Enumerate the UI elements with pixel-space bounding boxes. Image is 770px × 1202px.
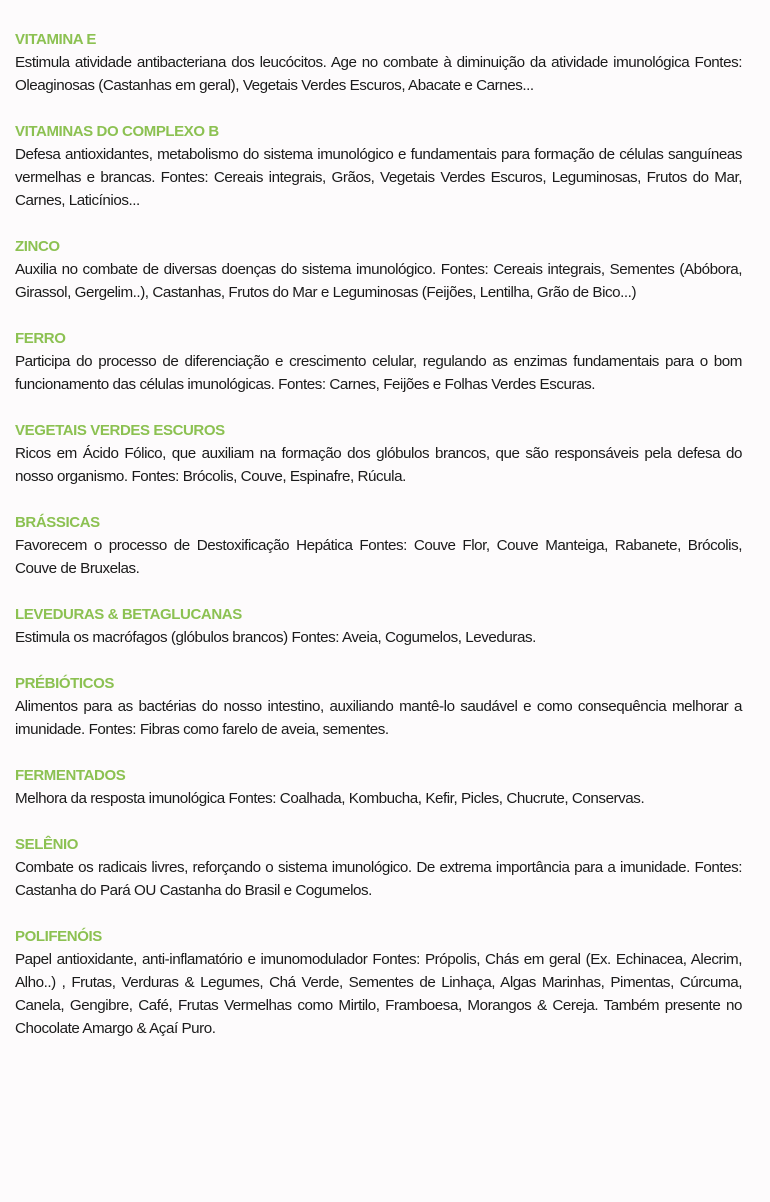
section-text: Favorecem o processo de Destoxificação Hepática Fontes: Couve Flor, Couve Manteiga, Rabanete, Brócolis, Couve de Bruxelas. — [15, 537, 742, 577]
section-title: VEGETAIS VERDES ESCUROS — [15, 422, 225, 439]
section-title: BRÁSSICAS — [15, 514, 100, 531]
nutrient-list — [15, 28, 742, 1063]
section-text: Alimentos para as bactérias do nosso intestino, auxiliando mantê-lo saudável e como consequência melhorar a imunidade. Fontes: Fibras como farelo de aveia, sementes. — [15, 698, 742, 738]
section-vitamina-e — [15, 28, 742, 97]
section-title: VITAMINA E — [15, 31, 96, 48]
section-text: Estimula atividade antibacteriana dos leucócitos. Age no combate à diminuição da atividade imunológica Fontes: Oleaginosas (Castanhas em geral), Vegetais Verdes Escuros, Abacate e Carnes... — [15, 54, 742, 94]
section-text: Estimula os macrófagos (glóbulos brancos) Fontes: Aveia, Cogumelos, Leveduras. — [15, 629, 536, 646]
section-leveduras-betaglucanas — [15, 603, 742, 649]
section-title: POLIFENÓIS — [15, 928, 102, 945]
section-text: Combate os radicais livres, reforçando o sistema imunológico. De extrema importância para a imunidade. Fontes: Castanha do Pará OU Castanha do Brasil e Cogumelos. — [15, 859, 742, 899]
section-title: VITAMINAS DO COMPLEXO B — [15, 123, 219, 140]
section-title: FERRO — [15, 330, 66, 347]
section-title: PRÉBIÓTICOS — [15, 675, 114, 692]
section-vegetais-verdes-escuros — [15, 419, 742, 488]
section-title: FERMENTADOS — [15, 767, 126, 784]
section-text: Papel antioxidante, anti-inflamatório e imunomodulador Fontes: Própolis, Chás em geral (Ex. Echinacea, Alecrim, Alho..) , Frutas, Verduras & Legumes, Chá Verde, Sementes de Linhaça, Algas Marinhas, Pimentas, Cúrcuma, Canela, Gengibre, Café, Frutas Vermelhas como Mirtilo, Framboesa, Morangos & Cereja. Também presente no Chocolate Amargo & Açaí Puro. — [15, 951, 742, 1037]
section-vitaminas-complexo-b — [15, 120, 742, 212]
section-zinco — [15, 235, 742, 304]
section-title: ZINCO — [15, 238, 60, 255]
section-title: SELÊNIO — [15, 836, 79, 853]
section-text: Ricos em Ácido Fólico, que auxiliam na formação dos glóbulos brancos, que são responsáveis pela defesa do nosso organismo. Fontes: Brócolis, Couve, Espinafre, Rúcula. — [15, 445, 742, 485]
section-text: Auxilia no combate de diversas doenças do sistema imunológico. Fontes: Cereais integrais, Sementes (Abóbora, Girassol, Gergelim..), Castanhas, Frutos do Mar e Leguminosas (Feijões, Lentilha, Grão de Bico...) — [15, 261, 742, 301]
section-text: Participa do processo de diferenciação e crescimento celular, regulando as enzimas fundamentais para o bom funcionamento das células imunológicas. Fontes: Carnes, Feijões e Folhas Verdes Escuras. — [15, 353, 742, 393]
section-title: LEVEDURAS & BETAGLUCANAS — [15, 606, 242, 623]
section-ferro — [15, 327, 742, 396]
section-text: Melhora da resposta imunológica Fontes: Coalhada, Kombucha, Kefir, Picles, Chucrute, Conservas. — [15, 790, 645, 807]
section-polifenois — [15, 925, 742, 1040]
section-selenio — [15, 833, 742, 902]
section-brassicas — [15, 511, 742, 580]
section-text: Defesa antioxidantes, metabolismo do sistema imunológico e fundamentais para formação de células sanguíneas vermelhas e brancas. Fontes: Cereais integrais, Grãos, Vegetais Verdes Escuros, Leguminosas, Frutos do Mar, Carnes, Laticínios... — [15, 146, 742, 209]
section-fermentados — [15, 764, 742, 810]
section-prebioticos — [15, 672, 742, 741]
